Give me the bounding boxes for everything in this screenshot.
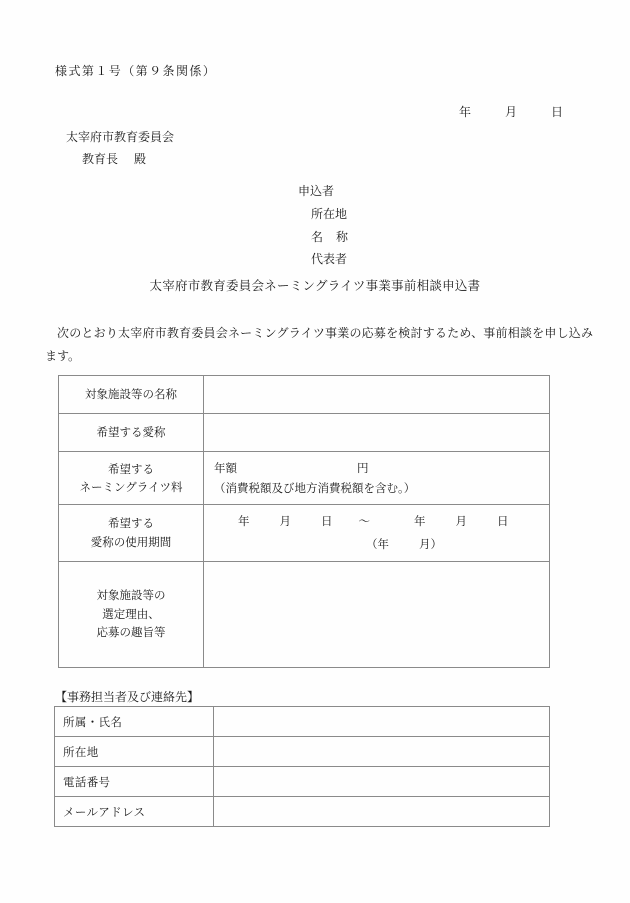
contact-label-email: メールアドレス xyxy=(55,797,214,827)
table-row xyxy=(59,414,550,452)
row-label-selection-reason: 対象施設等の 選定理由、 応募の趣旨等 xyxy=(59,561,204,667)
duration-year: 年 xyxy=(377,537,389,552)
contact-table xyxy=(54,706,550,827)
table-row xyxy=(59,561,550,667)
row-label-facility-name: 対象施設等の名称 xyxy=(59,376,204,414)
addressee-organization: 太宰府市教育委員会 xyxy=(66,130,175,144)
fee-amount-line xyxy=(214,458,539,478)
row-input-facility-name[interactable] xyxy=(204,376,550,414)
contact-input-affiliation-name[interactable] xyxy=(214,707,550,737)
duration-month: 月 xyxy=(419,537,431,552)
contact-input-email[interactable] xyxy=(214,797,550,827)
period-end-day: 日 xyxy=(497,514,509,529)
applicant-heading: 申込者 xyxy=(298,184,335,198)
table-row xyxy=(55,767,550,797)
fee-annual-label: 年額 xyxy=(214,461,237,475)
fee-yen-unit: 円 xyxy=(357,461,369,475)
applicant-representative-label: 代表者 xyxy=(311,252,348,267)
row-label-usage-period: 希望する 愛称の使用期間 xyxy=(59,505,204,561)
table-row xyxy=(59,505,550,561)
row-label-naming-rights-fee: 希望する ネーミングライツ料 xyxy=(59,452,204,505)
date-year-blank: 年 xyxy=(458,105,471,119)
duration-open-paren: （ xyxy=(366,537,378,552)
applicant-block xyxy=(298,180,348,271)
period-range-line xyxy=(214,511,539,531)
document-title: 太宰府市教育委員会ネーミングライツ事業事前相談申込書 xyxy=(149,278,481,293)
row-input-desired-nickname[interactable] xyxy=(204,414,550,452)
date-day-blank: 日 xyxy=(550,105,563,119)
table-row xyxy=(55,797,550,827)
main-form-table xyxy=(58,375,550,668)
period-start-month: 月 xyxy=(279,514,291,529)
addressee-block xyxy=(66,126,174,170)
table-row xyxy=(55,707,550,737)
table-row xyxy=(55,737,550,767)
contact-input-phone[interactable] xyxy=(214,767,550,797)
form-number: 様式第１号（第９条関係） xyxy=(55,64,217,78)
contact-label-address: 所在地 xyxy=(55,737,214,767)
contact-section-heading: 【事務担当者及び連絡先】 xyxy=(55,690,200,704)
contact-label-affiliation-name: 所属・氏名 xyxy=(55,707,214,737)
addressee-position-line xyxy=(66,148,174,170)
date-month-blank: 月 xyxy=(504,105,517,119)
applicant-address-label: 所在地 xyxy=(311,206,348,221)
fee-tax-note: （消費税額及び地方消費税額を含む。） xyxy=(214,481,416,496)
date-line xyxy=(0,103,563,120)
period-duration-line xyxy=(214,534,539,554)
duration-close-paren: ） xyxy=(430,537,442,552)
row-input-usage-period[interactable] xyxy=(204,505,550,561)
applicant-name-label: 名 称 xyxy=(311,229,349,244)
contact-label-phone: 電話番号 xyxy=(55,767,214,797)
period-start-year: 年 xyxy=(238,514,250,529)
table-row xyxy=(59,376,550,414)
period-start-day: 日 xyxy=(321,514,333,529)
row-input-selection-reason[interactable] xyxy=(204,561,550,667)
period-range-tilde: ～ xyxy=(358,514,370,529)
table-row xyxy=(59,452,550,505)
contact-input-address[interactable] xyxy=(214,737,550,767)
row-label-desired-nickname: 希望する愛称 xyxy=(59,414,204,452)
addressee-position: 教育長 xyxy=(82,152,119,167)
body-paragraph: 次のとおり太宰府市教育委員会ネーミングライツ事業の応募を検討するため、事前相談を申し込みます。 xyxy=(45,326,593,364)
row-input-naming-rights-fee[interactable] xyxy=(204,452,550,505)
period-end-month: 月 xyxy=(455,514,467,529)
addressee-honorific: 殿 xyxy=(134,152,147,167)
period-end-year: 年 xyxy=(414,514,426,529)
